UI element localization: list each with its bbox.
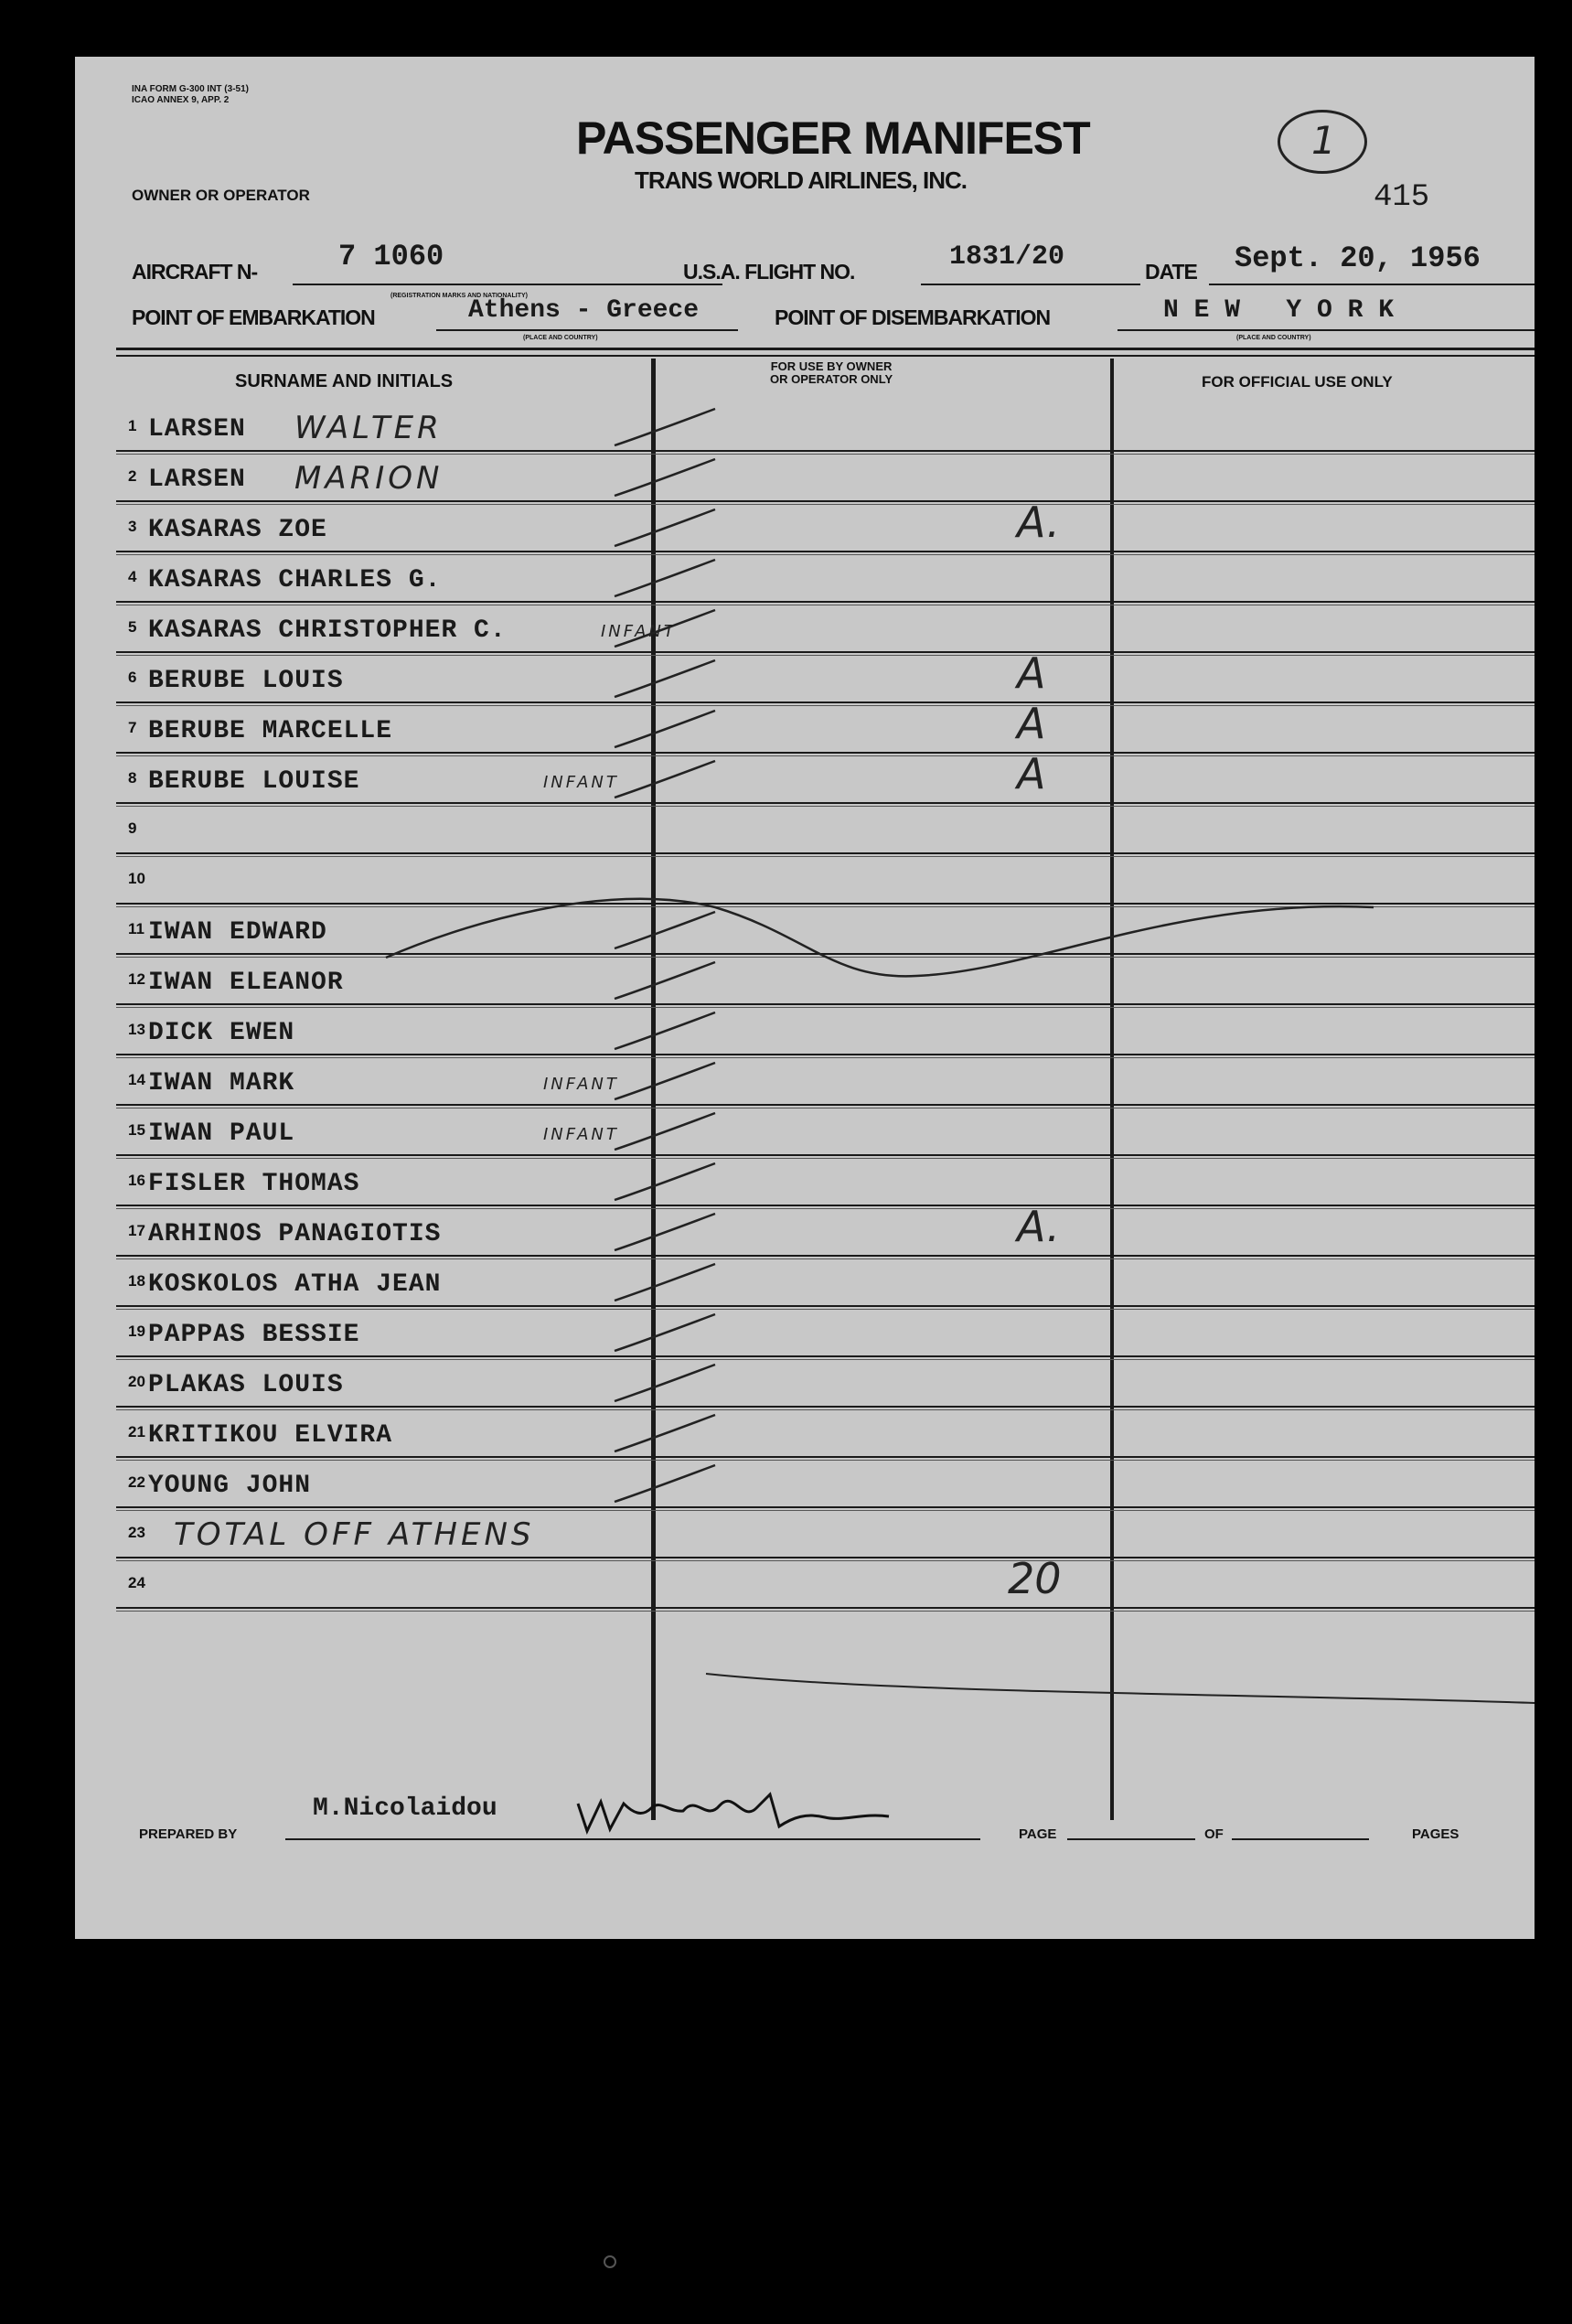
airline-name: TRANS WORLD AIRLINES, INC. (635, 166, 968, 194)
row-number: 5 (128, 618, 137, 636)
passenger-name: BERUBE LOUIS (148, 667, 344, 695)
registration-caption: (REGISTRATION MARKS AND NATIONALITY) (390, 293, 528, 299)
row-number: 18 (128, 1272, 145, 1290)
embark-caption: (PLACE AND COUNTRY) (523, 335, 598, 341)
page-stamp: 415 (1374, 180, 1430, 215)
passenger-name: KASARAS CHARLES G. (148, 566, 442, 594)
page-title: PASSENGER MANIFEST (576, 112, 1090, 164)
operator-mark: A (1017, 699, 1046, 748)
row-number: 13 (128, 1021, 145, 1038)
disembark-value: N E W Y O R K (1163, 296, 1395, 325)
passenger-name: ARHINOS PANAGIOTIS (148, 1220, 442, 1248)
pages-label: PAGES (1412, 1826, 1460, 1842)
prepared-value: M.Nicolaidou (313, 1794, 497, 1823)
column-header-official: FOR OFFICIAL USE ONLY (1202, 373, 1393, 391)
passenger-name: FISLER THOMAS (148, 1170, 360, 1198)
manifest-sheet (75, 57, 1535, 1939)
passenger-name: YOUNG JOHN (148, 1472, 312, 1500)
passenger-name: KRITIKOU ELVIRA (148, 1421, 393, 1450)
passenger-name: IWAN PAUL (148, 1119, 295, 1148)
row-number: 23 (128, 1524, 145, 1541)
row-number: 22 (128, 1473, 145, 1491)
handwritten-name: MARION (294, 460, 444, 497)
prepared-label: PREPARED BY (139, 1826, 238, 1842)
infant-note: INFANT (543, 1125, 619, 1144)
disembark-caption: (PLACE AND COUNTRY) (1236, 335, 1311, 341)
infant-note: INFANT (543, 773, 619, 792)
handwritten-name: WALTER (294, 410, 443, 446)
infant-note: INFANT (601, 622, 677, 641)
hole-mark (604, 2255, 616, 2268)
operator-mark: A. (1017, 498, 1060, 547)
row-number: 11 (128, 920, 144, 937)
row-number: 21 (128, 1423, 145, 1440)
row-number: 14 (128, 1071, 145, 1088)
passenger-name: KOSKOLOS ATHA JEAN (148, 1270, 442, 1299)
operator-mark: 20 (1008, 1554, 1062, 1603)
row-number: 4 (128, 568, 137, 585)
operator-mark: A (1017, 648, 1046, 698)
date-label: DATE (1145, 260, 1197, 284)
row-number: 19 (128, 1323, 145, 1340)
flight-value: 1831/20 (949, 241, 1065, 273)
row-number: 17 (128, 1222, 145, 1239)
passenger-name: BERUBE MARCELLE (148, 717, 393, 745)
passenger-name: PLAKAS LOUIS (148, 1371, 344, 1399)
of-label: OF (1204, 1826, 1224, 1842)
passenger-name: BERUBE LOUISE (148, 767, 360, 796)
row-number: 6 (128, 669, 137, 686)
row-number: 2 (128, 467, 137, 485)
column-header-operator-line2: OR OPERATOR ONLY (770, 372, 893, 386)
flight-label: U.S.A. FLIGHT NO. (683, 260, 855, 284)
date-value: Sept. 20, 1956 (1235, 241, 1481, 275)
row-number: 8 (128, 769, 137, 787)
passenger-name: PAPPAS BESSIE (148, 1321, 360, 1349)
row-number: 7 (128, 719, 137, 736)
row-number: 16 (128, 1172, 145, 1189)
infant-note: INFANT (543, 1075, 619, 1094)
owner-label: OWNER OR OPERATOR (132, 187, 310, 204)
embark-label: POINT OF EMBARKATION (132, 305, 375, 329)
row-number: 9 (128, 819, 137, 837)
signature-icon (560, 1776, 944, 1840)
form-ref-line2: ICAO ANNEX 9, APP. 2 (132, 95, 230, 105)
row-number: 3 (128, 518, 137, 535)
row-number: 1 (128, 417, 137, 434)
operator-mark: A (1017, 749, 1046, 798)
handwritten-name: TOTAL OFF ATHENS (174, 1516, 535, 1553)
row-number: 12 (128, 970, 145, 988)
embark-value: Athens - Greece (468, 296, 700, 325)
form-ref-line1: INA FORM G-300 INT (3-51) (132, 84, 249, 94)
column-header-surname: SURNAME AND INITIALS (235, 371, 454, 391)
column-header-operator-line1: FOR USE BY OWNER (770, 359, 893, 373)
passenger-name: KASARAS ZOE (148, 516, 327, 544)
aircraft-value: 7 1060 (338, 240, 444, 273)
circled-number: 1 (1311, 118, 1336, 163)
disembark-label: POINT OF DISEMBARKATION (775, 305, 1051, 329)
operator-mark: A. (1017, 1202, 1060, 1251)
aircraft-label: AIRCRAFT N- (132, 260, 258, 284)
page-label: PAGE (1019, 1826, 1057, 1842)
row-number: 20 (128, 1373, 145, 1390)
passenger-name: KASARAS CHRISTOPHER C. (148, 616, 507, 645)
passenger-name: IWAN MARK (148, 1069, 295, 1098)
passenger-name: IWAN ELEANOR (148, 969, 344, 997)
row-number: 15 (128, 1121, 145, 1139)
passenger-name: LARSEN (148, 466, 246, 494)
row-number: 10 (128, 870, 145, 887)
passenger-name: LARSEN (148, 415, 246, 444)
passenger-name: DICK EWEN (148, 1019, 295, 1047)
crossout-scribble (75, 57, 1535, 1939)
passenger-name: IWAN EDWARD (148, 918, 327, 947)
row-number: 24 (128, 1574, 145, 1591)
